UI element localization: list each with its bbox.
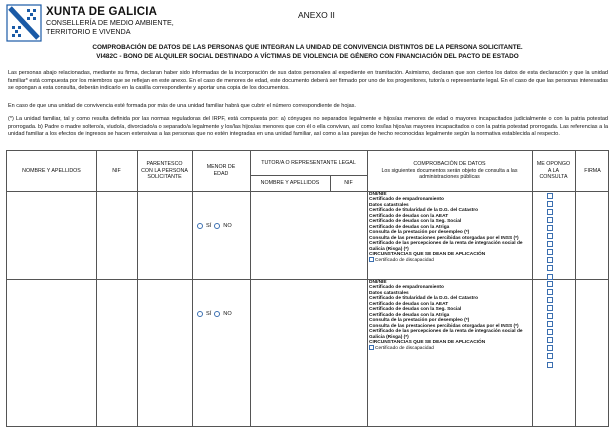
family-unit-definition: (*) La unidad familiar, tal y como resulta definida por las normas reguladoras del IRPF, está compuesta por: a) cónyuges no separados legalmente e hijos/as menores de edad o mayores incapacitados judicialmente o con la patria potestad prorrogada. b) Padre o madre soltero/a, viudo/a, divorciado/a o separado/a legalmente y los/las hijos/as menores que con él o ella convivan, así como los/las hijos/as mayores incapacitados o con la patria potestad prorrogada. Las referencias a la unidad familiar a los efectos de ingresos se hacen extensivas a las personas que no estén integradas en una unidad familiar, así como a las parejas de hecho reconocidas legalmente según la normativa establecida al respecto. [8, 116, 608, 138]
list-item: Certificado de titularidad de la D.G. del Catastro [369, 208, 479, 214]
disability-checkbox[interactable] [369, 257, 374, 262]
document-list-row-1 [369, 192, 531, 264]
oppose-checkbox[interactable] [547, 233, 553, 239]
list-item: DNI/NIE [369, 280, 387, 285]
list-item: Certificado de deudas con la Atriga [369, 224, 450, 230]
header-oppose: ME OPONGO A LA CONSULTA [536, 161, 571, 181]
list-item: Consulta de la prestación por desempleo (*) [369, 230, 470, 236]
document-title [0, 44, 615, 61]
oppose-checkbox[interactable] [547, 241, 553, 247]
list-item: Certificado de deudas con la AEAT [369, 213, 449, 219]
list-item: Datos catastrales [369, 290, 409, 296]
minor-choice-row-2 [193, 311, 249, 317]
declaration-paragraph: Las personas abajo relacionadas, mediante su firma, declaran haber sido informadas de la incorporación de sus datos personales al expediente en tramitación. Asimismo, declaran que son ciertos los datos de esta declaración y que la unidad familiar* está compuesta por los miembros que se reflejan en este anexo. En el caso de menores de edad, este documento deberá ser firmado por uno de los progenitores, tutor/a o representante legal. En el caso de que las personas interesadas se opongan a esta consulta, deberán indicarlo en la casilla correspondiente y aportar una copia de los documentos. [8, 70, 608, 92]
minor-yes-radio[interactable] [197, 311, 203, 317]
circumstances-heading: CIRCUNSTANCIAS QUE SE DEAN DE APLICACIÓN [369, 251, 486, 257]
circumstances-heading: CIRCUNSTANCIAS QUE SE DEAN DE APLICACIÓN [369, 339, 486, 345]
oppose-checkbox[interactable] [547, 305, 553, 311]
list-item: Certificado de titularidad de la D.G. del Catastro [369, 296, 479, 302]
oppose-checkbox[interactable] [547, 274, 553, 280]
header-signature: FIRMA [584, 167, 601, 174]
yes-label: SÍ [206, 311, 212, 317]
oppose-checkbox[interactable] [547, 193, 553, 199]
oppose-checkbox[interactable] [547, 289, 553, 295]
brand-block [46, 6, 174, 37]
list-item: Certificado de empadronamiento [369, 285, 444, 291]
title-line-1: COMPROBACIÓN DE DATOS DE LAS PERSONAS QUE INTEGRAN LA UNIDAD DE CONVIVENCIA DISTINTOS DE LA PERSONA SOLICITANTE. [92, 44, 523, 51]
minor-no-radio[interactable] [214, 311, 220, 317]
no-label: NO [223, 223, 232, 229]
disability-checkbox[interactable] [369, 345, 374, 350]
oppose-checkbox[interactable] [547, 337, 553, 343]
brand-name: XUNTA DE GALICIA [46, 6, 158, 18]
header-data-check [367, 151, 532, 191]
disability-label: Certificado de discapacidad [375, 258, 434, 264]
oppose-checkbox[interactable] [547, 329, 553, 335]
oppose-checkbox[interactable] [547, 257, 553, 263]
oppose-checkbox[interactable] [547, 217, 553, 223]
header-tutor: TUTOR/A O REPRESENTANTE LEGAL [261, 159, 356, 166]
oppose-checkbox[interactable] [547, 353, 553, 359]
list-item: Consulta de la prestación por desempleo (*) [369, 318, 470, 324]
minor-no-radio[interactable] [214, 223, 220, 229]
data-check-description: Los siguientes documentos serán objeto de consulta a las administraciones públicas [381, 167, 518, 181]
list-item: Consulta de las prestaciones percibidas otorgadas por el INSS (*) [369, 235, 519, 241]
header-name: NOMBRE Y APELLIDOS [22, 167, 81, 174]
list-item: Certificado de deudas con la Atriga [369, 312, 450, 318]
oppose-checkbox[interactable] [547, 362, 553, 368]
yes-label: SÍ [206, 223, 212, 229]
disability-item [369, 345, 531, 351]
page-header [6, 4, 609, 44]
oppose-checkbox[interactable] [547, 321, 553, 327]
list-item: Certificado de deudas con la Seg. Social [369, 307, 462, 313]
no-label: NO [223, 311, 232, 317]
department-line-1: CONSELLERÍA DE MEDIO AMBIENTE, [46, 18, 174, 27]
department-line-2: TERRITORIO E VIVENDA [46, 27, 131, 37]
members-table [6, 150, 609, 427]
oppose-checkbox[interactable] [547, 225, 553, 231]
document-list-row-2 [369, 280, 531, 352]
oppose-checkbox[interactable] [547, 265, 553, 271]
header-tutor-nif: NIF [344, 179, 353, 186]
header-relation: PARENTESCO CON LA PERSONA SOLICITANTE [141, 161, 188, 181]
list-item: Certificado de deudas con la Seg. Social [369, 219, 462, 225]
disability-label: Certificado de discapacidad [375, 346, 434, 352]
header-tutor-name: NOMBRE Y APELLIDOS [260, 179, 320, 186]
title-line-2: VI482C - BONO DE ALQUILER SOCIAL DESTINADO A VÍCTIMAS DE VIOLENCIA DE GÉNERO CON FINANCIACIÓN DEL PACTO DE ESTADO [96, 52, 519, 60]
disability-item [369, 257, 531, 263]
list-item: Certificado de deudas con la AEAT [369, 301, 449, 307]
list-item: DNI/NIE [369, 192, 387, 197]
header-minor: MENOR DE EDAD [206, 164, 236, 177]
oppose-checkbox[interactable] [547, 313, 553, 319]
annex-title: ANEXO II [298, 10, 335, 20]
minor-choice-row-1 [193, 223, 249, 229]
oppose-checkbox[interactable] [547, 281, 553, 287]
list-item: Certificado de empadronamiento [369, 197, 444, 203]
list-item: Certificado de las percepciones de la renta de integración social de Galicia (Risga) (*) [369, 241, 523, 252]
minor-yes-radio[interactable] [197, 223, 203, 229]
list-item: Certificado de las percepciones de la renta de integración social de Galicia (Risga) (*) [369, 329, 523, 340]
oppose-checkbox[interactable] [547, 249, 553, 255]
multiple-units-note: En caso de que una unidad de convivencia esté formada por más de una unidad familiar habrá que cubrir el número correspondiente de hojas. [8, 103, 356, 109]
oppose-checkbox[interactable] [547, 345, 553, 351]
oppose-checkbox[interactable] [547, 297, 553, 303]
data-check-title: COMPROBACIÓN DE DATOS [413, 161, 486, 168]
list-item: Datos catastrales [369, 202, 409, 208]
list-item: Consulta de las prestaciones percibidas otorgadas por el INSS (*) [369, 323, 519, 329]
oppose-checkbox[interactable] [547, 201, 553, 207]
oppose-checkbox[interactable] [547, 209, 553, 215]
header-nif: NIF [112, 167, 121, 174]
xunta-logo-icon [6, 4, 42, 42]
